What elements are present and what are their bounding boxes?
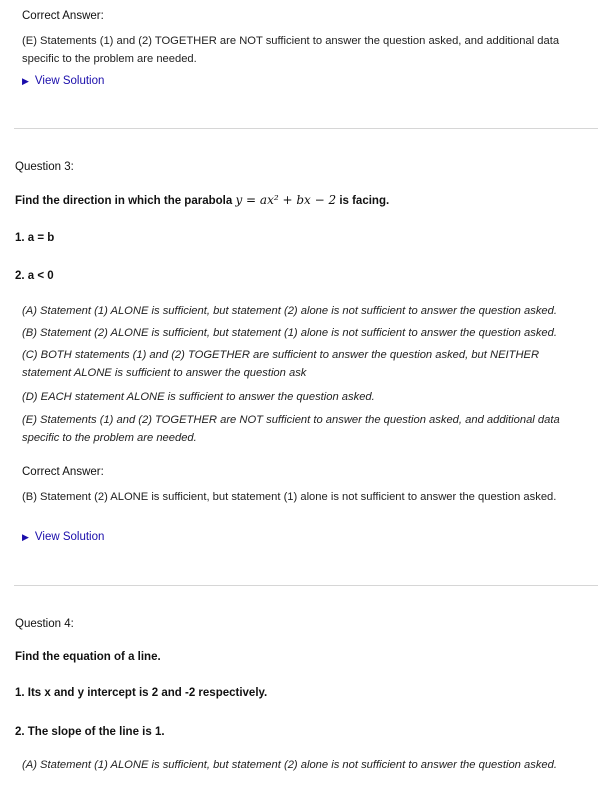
divider (14, 585, 598, 586)
q3-option-c: (C) BOTH statements (1) and (2) TOGETHER are sufficient to answer the question asked, but NEITHER statement ALONE is sufficient to answer the question ask (22, 349, 540, 379)
q3-prompt-before: Find the direction in which the parabola (15, 195, 233, 207)
q3-heading: Question 3: (15, 161, 74, 173)
q2-view-solution-link[interactable] (22, 75, 104, 87)
q2-view-solution-label: View Solution (34, 75, 105, 87)
q4-statement-2: 2. The slope of the line is 1. (15, 726, 165, 738)
q3-view-solution-label: View Solution (34, 531, 105, 543)
q3-prompt (15, 193, 389, 207)
triangle-right-icon: ▶ (22, 76, 29, 86)
q3-option-d: (D) EACH statement ALONE is sufficient to answer the question asked. (22, 391, 375, 403)
q3-option-a: (A) Statement (1) ALONE is sufficient, but statement (2) alone is not sufficient to answer the question asked. (22, 305, 557, 317)
q3-view-solution-link[interactable] (22, 531, 104, 543)
q3-prompt-after: is facing. (339, 195, 390, 207)
q4-option-a: (A) Statement (1) ALONE is sufficient, but statement (2) alone is not sufficient to answer the question asked. (22, 759, 557, 771)
q3-option-e: (E) Statements (1) and (2) TOGETHER are NOT sufficient to answer the question asked, and additional data specific to the problem are needed. (22, 414, 560, 444)
q3-prompt-math: y = ax² + bx − 2 (235, 193, 337, 207)
divider (14, 128, 598, 129)
q3-option-b: (B) Statement (2) ALONE is sufficient, but statement (1) alone is not sufficient to answer the question asked. (22, 327, 557, 339)
q3-correct-answer-text: (B) Statement (2) ALONE is sufficient, but statement (1) alone is not sufficient to answer the question asked. (22, 491, 557, 503)
q3-statement-1: 1. a = b (15, 232, 55, 244)
q4-statement-1: 1. Its x and y intercept is 2 and -2 respectively. (15, 687, 268, 699)
q2-correct-answer-text: (E) Statements (1) and (2) TOGETHER are NOT sufficient to answer the question asked, and additional data specific to the problem are needed. (22, 35, 560, 65)
q3-correct-answer-heading: Correct Answer: (22, 466, 104, 478)
q4-prompt: Find the equation of a line. (15, 651, 161, 663)
q4-heading: Question 4: (15, 618, 74, 630)
q3-statement-2: 2. a < 0 (15, 270, 54, 282)
q2-correct-answer-heading: Correct Answer: (22, 10, 104, 22)
triangle-right-icon: ▶ (22, 532, 29, 542)
